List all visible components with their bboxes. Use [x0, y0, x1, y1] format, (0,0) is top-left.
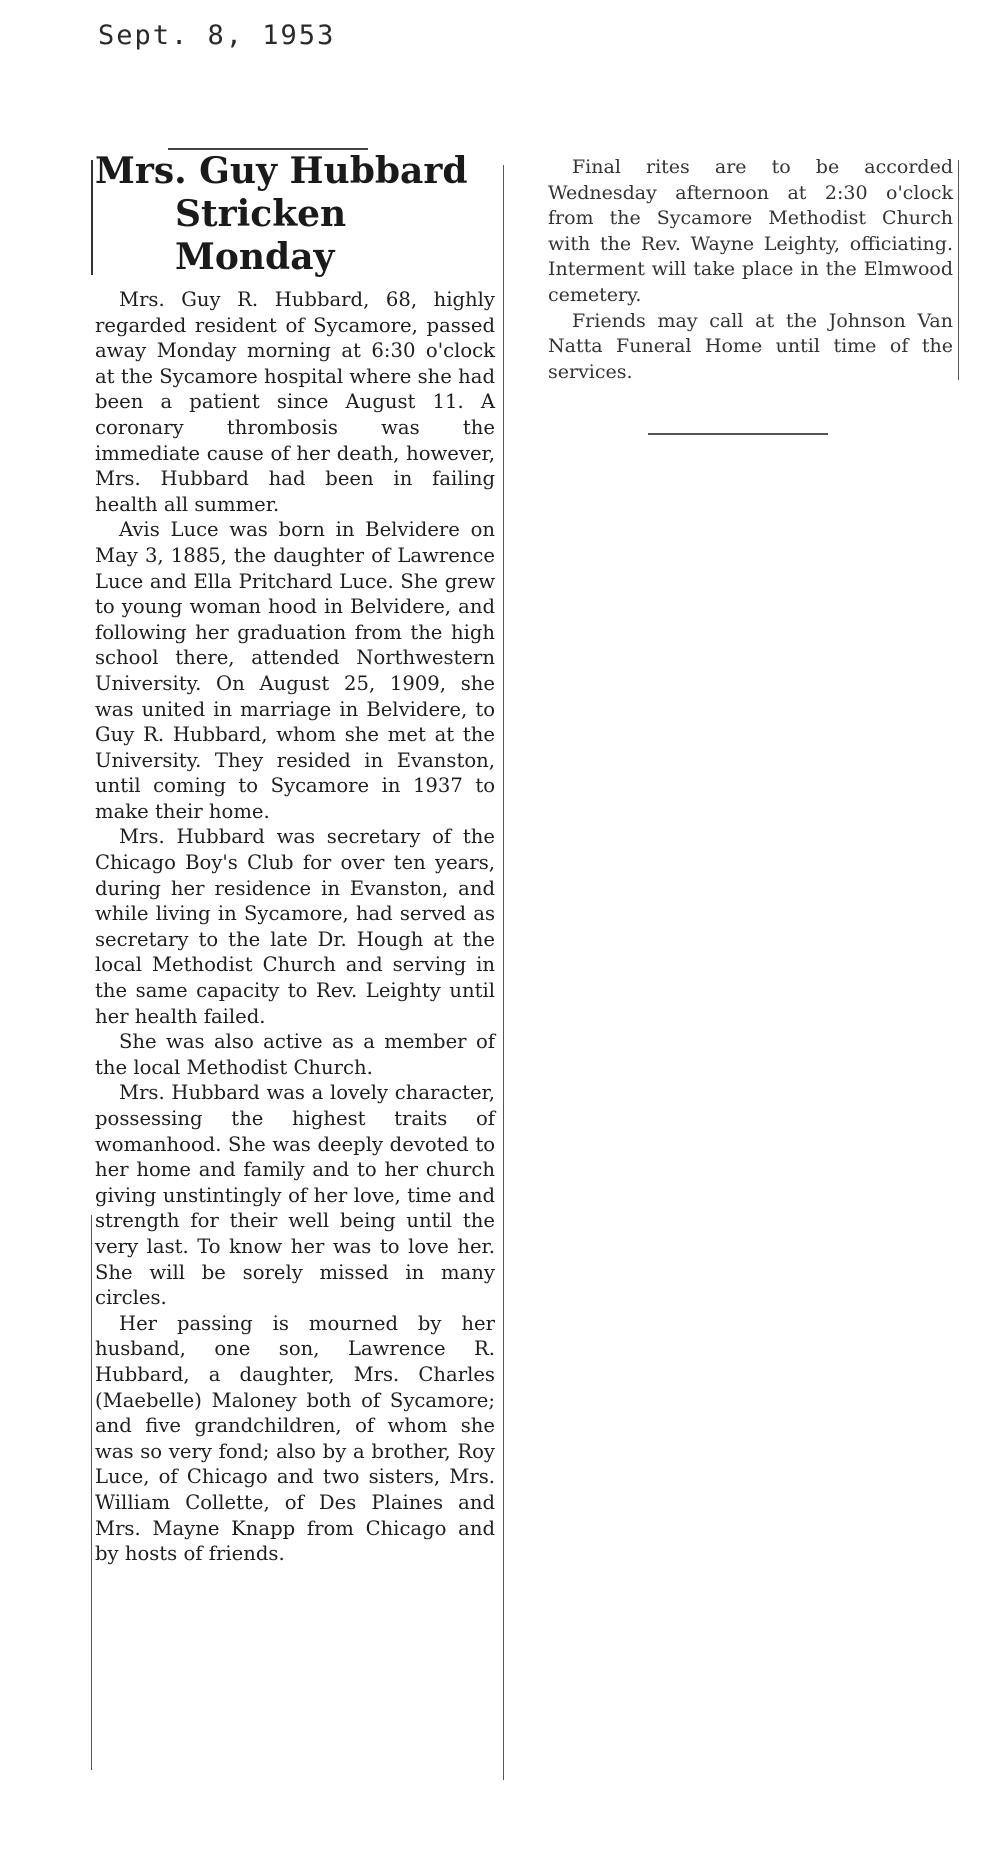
- left-column-rule-lower: [91, 1215, 92, 1770]
- paragraph: Friends may call at the Johnson Van Natta Funeral Home until time of the services.: [548, 309, 953, 383]
- column-divider-rule: [503, 165, 504, 1780]
- article-headline: [95, 150, 495, 279]
- headline-line-1: Mrs. Guy Hubbard: [95, 150, 468, 192]
- article-end-rule: [648, 433, 828, 435]
- paragraph: Her passing is mourned by her husband, one son, Lawrence R. Hubbard, a daughter, Mrs. Charles (Maebelle) Maloney both of Sycamore; and five grandchildren, of whom she was so very fond; also by a brother, Roy Luce, of Chicago and two sisters, Mrs. William Collette, of Des Plaines and Mrs. Mayne Knapp from Chicago and by hosts of friends.: [95, 1311, 495, 1566]
- paragraph: Mrs. Guy R. Hubbard, 68, highly regarded resident of Sycamore, passed away Monday morning at 6:30 o'clock at the Sycamore hospital where she had been a patient since August 11. A coronary thrombosis was the immediate cause of her death, however, Mrs. Hubbard had been in failing health all summer.: [95, 288, 495, 516]
- paragraph: Final rites are to be accorded Wednesday afternoon at 2:30 o'clock from the Sycamore Methodist Church with the Rev. Wayne Leighty, officiating. Interment will take place in the Elmwood cemetery.: [548, 156, 953, 306]
- paragraph: Avis Luce was born in Belvidere on May 3, 1885, the daughter of Lawrence Luce and Ella Pritchard Luce. She grew to young woman hood in Belvidere, and following her graduation from the high school there, attended Northwestern University. On August 25, 1909, she was united in marriage in Belvidere, to Guy R. Hubbard, whom she met at the University. They resided in Evanston, until coming to Sycamore in 1937 to make their home.: [95, 518, 495, 823]
- article-left-column: [95, 150, 495, 1567]
- article-right-column: [548, 155, 953, 385]
- right-column-rule: [958, 160, 959, 380]
- left-column-rule: [91, 160, 93, 275]
- headline-line-2: Stricken Monday: [175, 193, 347, 278]
- clipping-date: Sept. 8, 1953: [98, 20, 336, 51]
- paragraph: She was also active as a member of the local Methodist Church.: [95, 1030, 495, 1079]
- paragraph: Mrs. Hubbard was secretary of the Chicago Boy's Club for over ten years, during her residence in Evanston, and while living in Sycamore, had served as secretary to the late Dr. Hough at the local Methodist Church and serving in the same capacity to Rev. Leighty until her health failed.: [95, 825, 495, 1028]
- paragraph: Mrs. Hubbard was a lovely character, possessing the highest traits of womanhood. She was deeply devoted to her home and family and to her church giving unstintingly of her love, time and strength for their well being until the very last. To know her was to love her. She will be sorely missed in many circles.: [95, 1081, 495, 1310]
